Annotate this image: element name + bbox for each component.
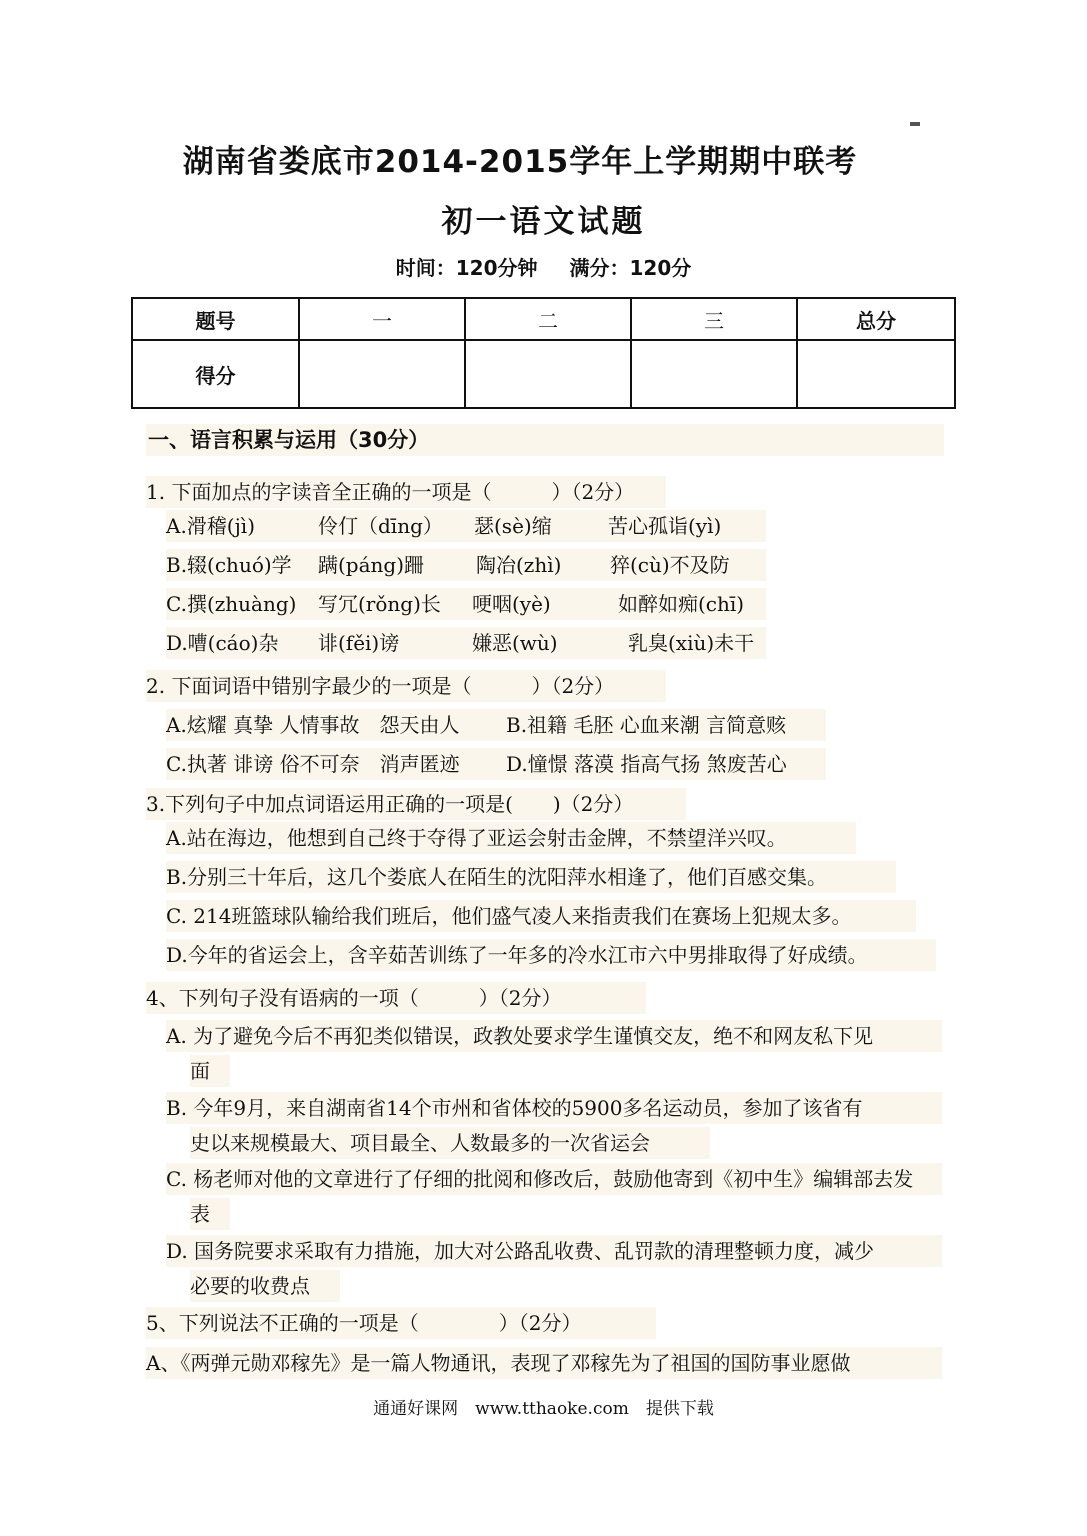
score-table-header: 三 [631,298,797,340]
question-stem: 5、下列说法不正确的一项是（ ）（2分） [146,1307,656,1339]
question-stem: 2. 下面词语中错别字最少的一项是（ ）（2分） [146,670,666,702]
score-cell[interactable] [797,340,955,408]
question-option-cont: 必要的收费点 [190,1270,340,1302]
exam-title: 湖南省娄底市2014-2015学年上学期期中联考 [182,144,858,180]
question-option: C.撰(zhuàng) 写冗(rǒng)长 哽咽(yè) 如醉如痴(chī) [166,588,766,620]
question-option: C. 214班篮球队输给我们班后，他们盛气凌人来指责我们在赛场上犯规太多。 [166,900,916,932]
question-option: D. 国务院要求采取有力措施，加大对公路乱收费、乱罚款的清理整顿力度，减少 [166,1235,942,1267]
score-row-label: 得分 [132,340,299,408]
score-table-header: 题号 [132,298,299,340]
score-table [131,297,956,409]
footer-text: 通通好课网 www.tthaoke.com 提供下载 [373,1399,714,1419]
question-option-cont: 表 [190,1198,230,1230]
question-option: A.滑稽(jì) 伶仃（dīng） 瑟(sè)缩 苦心孤诣(yì) [166,510,766,542]
question-option: B. 今年9月，来自湖南省14个市州和省体校的5900多名运动员，参加了该省有 [166,1092,942,1124]
score-table-header: 二 [465,298,631,340]
question-option: D.嘈(cáo)杂 诽(fěi)谤 嫌恶(wù) 乳臭(xiù)未干 [166,627,766,659]
exam-info [0,252,1087,281]
question-option: A.站在海边，他想到自己终于夺得了亚运会射击金牌，不禁望洋兴叹。 [166,822,856,854]
question-option: C. 杨老师对他的文章进行了仔细的批阅和修改后，鼓励他寄到《初中生》编辑部去发 [166,1163,942,1195]
question-option: A.炫耀 真挚 人情事故 怨天由人 B.祖籍 毛胚 心血来潮 言简意赅 [166,709,826,741]
time-info: 时间：120分钟 [395,256,538,280]
score-info: 满分：120分 [569,256,692,280]
question-option: A、《两弹元勋邓稼先》是一篇人物通讯，表现了邓稼先为了祖国的国防事业愿做 [146,1347,942,1379]
score-cell[interactable] [299,340,465,408]
section-title: 一、语言积累与运用（30分） [146,424,944,456]
question-option: D.今年的省运会上，含辛茹苦训练了一年多的冷水江市六中男排取得了好成绩。 [166,939,936,971]
question-stem: 1. 下面加点的字读音全正确的一项是（ ）（2分） [146,476,666,508]
question-option-cont: 史以来规模最大、项目最全、人数最多的一次省运会 [190,1127,710,1159]
question-stem: 3.下列句子中加点词语运用正确的一项是( )（2分） [146,788,686,820]
score-cell[interactable] [631,340,797,408]
score-table-header: 总分 [797,298,955,340]
question-option: C.执著 诽谤 俗不可奈 消声匿迹 D.憧憬 落漠 指高气扬 煞废苦心 [166,748,826,780]
score-table-header: 一 [299,298,465,340]
question-option: B.辍(chuó)学 蹒(páng)跚 陶冶(zhì) 猝(cù)不及防 [166,549,766,581]
question-option-cont: 面 [190,1055,230,1087]
scan-mark [910,122,920,126]
question-option: A. 为了避免今后不再犯类似错误，政教处要求学生谨慎交友，绝不和网友私下见 [166,1020,942,1052]
exam-subject: 初一语文试题 [441,204,646,240]
question-stem: 4、下列句子没有语病的一项（ ）（2分） [146,982,646,1014]
score-cell[interactable] [465,340,631,408]
question-option: B.分别三十年后，这几个娄底人在陌生的沈阳萍水相逢了，他们百感交集。 [166,861,896,893]
